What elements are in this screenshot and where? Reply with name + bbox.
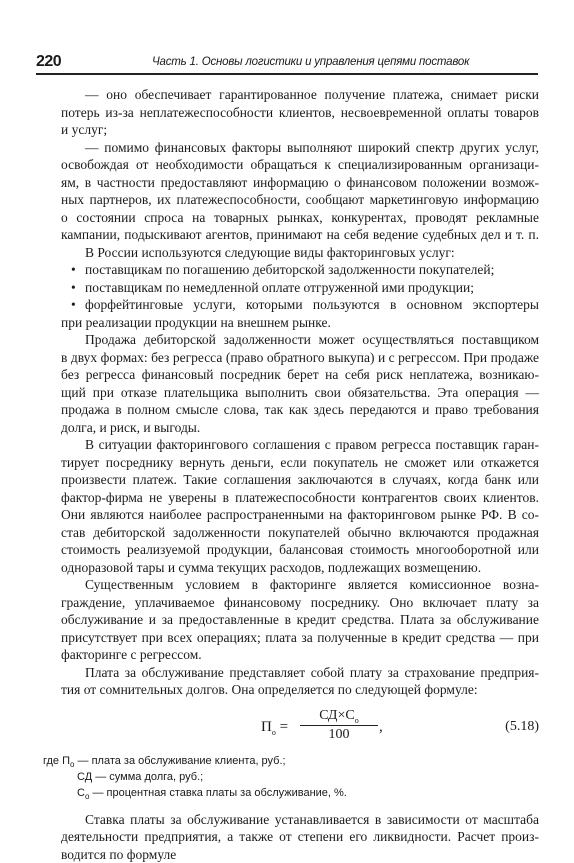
- bullet-item: [61, 296, 539, 314]
- text-line: ям, в частности предоставляют информацию о финансовом положении возмож-: [61, 174, 539, 192]
- legend-line: СД — сумма долга, руб.;: [61, 769, 539, 785]
- bullet-icon: •: [71, 279, 85, 297]
- text-line: произвести платеж. Такие соглашения заключаются в случаях, когда банк или: [61, 471, 539, 489]
- text-line: стоимость реализуемой продукции, балансовая стоимость многооборотной или: [61, 541, 539, 559]
- paragraph-block-2: [61, 331, 539, 699]
- text-line: потерь из-за неплатежеспособности клиентов, несвоевременной оплаты товаров: [61, 104, 539, 122]
- bullet-icon: •: [71, 261, 85, 279]
- text-line: кампании, подыскивают агентов, принимают на себя ведение судебных дел и т. п.: [61, 226, 539, 244]
- bullet-item: [61, 261, 539, 279]
- text-line: продажа в полном смысле слова, так как здесь передаются и право требования: [61, 401, 539, 419]
- formula-number: (5.18): [505, 719, 539, 735]
- text-line: факторинге с регрессом.: [61, 646, 539, 664]
- text-line: деятельности предприятия, а также от степени его ликвидности. Расчет произ-: [61, 828, 539, 846]
- text-line: Плата за обслуживание представляет собой плату за страхование предприя-: [61, 664, 539, 682]
- text-line: Существенным условием в факторинге является комиссионное возна-: [61, 576, 539, 594]
- text-line: о состоянии спроса на товарных рынках, конкурентах, проводят рекламные: [61, 209, 539, 227]
- text-line: в двух формах: без регресса (право обратного выкупа) и с регрессом. При продаже: [61, 349, 539, 367]
- text-line: освобождая от необходимости обращаться к специализированным организаци-: [61, 156, 539, 174]
- text-line: водится по формуле: [61, 846, 539, 863]
- text-line: став дебиторской задолженности покупателей обычно включаются продажная: [61, 524, 539, 542]
- text-line: тирует посреднику вернуть деньги, если покупатель не сможет или откажется: [61, 454, 539, 472]
- text-line: щий при отказе плательщика выполнить свои обязательства. Эта операция —: [61, 384, 539, 402]
- text-line: В ситуации факторингового соглашения с правом регресса поставщик гаран-: [61, 436, 539, 454]
- text-line: — оно обеспечивает гарантированное получение платежа, снимает риски: [61, 86, 539, 104]
- bullet-continuation: при реализации продукции на внешнем рынке.: [61, 314, 539, 332]
- bullet-item: [61, 279, 539, 297]
- formula-comma: ,: [379, 719, 383, 736]
- page-header: [36, 53, 538, 75]
- formula-lhs: $П_о$ =: [261, 719, 288, 737]
- text-line: Ставка платы за обслуживание устанавливается в зависимости от масштаба: [61, 811, 539, 829]
- paragraph-block-1: [61, 86, 539, 261]
- bullet-text: поставщикам по погашению дебиторской задолженности покупателей;: [85, 262, 494, 277]
- text-line: В России используются следующие виды факторинговых услуг:: [61, 244, 539, 262]
- formula-numerator: $СД\times С_о$: [300, 708, 378, 727]
- text-line: и услуг;: [61, 121, 539, 139]
- text-line: — помимо финансовых факторы выполняют широкий спектр других услуг,: [61, 139, 539, 157]
- text-line: Продажа дебиторской задолженности может осуществляться поставщиком: [61, 331, 539, 349]
- running-title: Часть 1. Основы логистики и управления цепями поставок: [152, 56, 469, 68]
- formula-fraction: [300, 708, 378, 744]
- bullet-icon: •: [71, 296, 85, 314]
- body-text: [61, 86, 539, 863]
- formula-denominator: 100: [300, 726, 378, 743]
- text-line: ных партнеров, их платежеспособности, сообщают маркетинговую информацию: [61, 191, 539, 209]
- text-line: присутствует при всех операциях; плата за полученные в кредит средства — при: [61, 629, 539, 647]
- text-line: фактор-фирма не уверены в платежеспособности контрагентов своих клиентов.: [61, 489, 539, 507]
- text-line: обслуживание и за предоставленные в кредит средства. Плата за обслуживание: [61, 611, 539, 629]
- bullet-text: форфейтинговые услуги, которыми пользуются в основном экспортеры: [85, 297, 539, 312]
- text-line: долга, и риск, и выгоды.: [61, 419, 539, 437]
- text-line: Они являются наиболее распространенными на факторинговом рынке РФ. В со-: [61, 506, 539, 524]
- bullet-text: поставщикам по немедленной оплате отгруженной ими продукции;: [85, 280, 474, 295]
- text-line: одноразовой тары и сумма текущих расходов, подлежащих возмещению.: [61, 559, 539, 577]
- paragraph-block-3: [61, 811, 539, 863]
- legend-line: $С_о$ — процентная ставка платы за обслуживание, %.: [61, 785, 539, 801]
- text-line: граждение, уплачиваемое финансовому посреднику. Оно включает плату за: [61, 594, 539, 612]
- formula-5-18: [61, 705, 539, 753]
- text-line: тия от сомнительных долгов. Она определяется по следующей формуле:: [61, 681, 539, 699]
- page-number: 220: [36, 53, 61, 71]
- text-line: без регресса финансовый посредник берет на себя риск неплатежа, возникаю-: [61, 366, 539, 384]
- legend-line: где $П_о$ — плата за обслуживание клиента, руб.;: [43, 753, 539, 769]
